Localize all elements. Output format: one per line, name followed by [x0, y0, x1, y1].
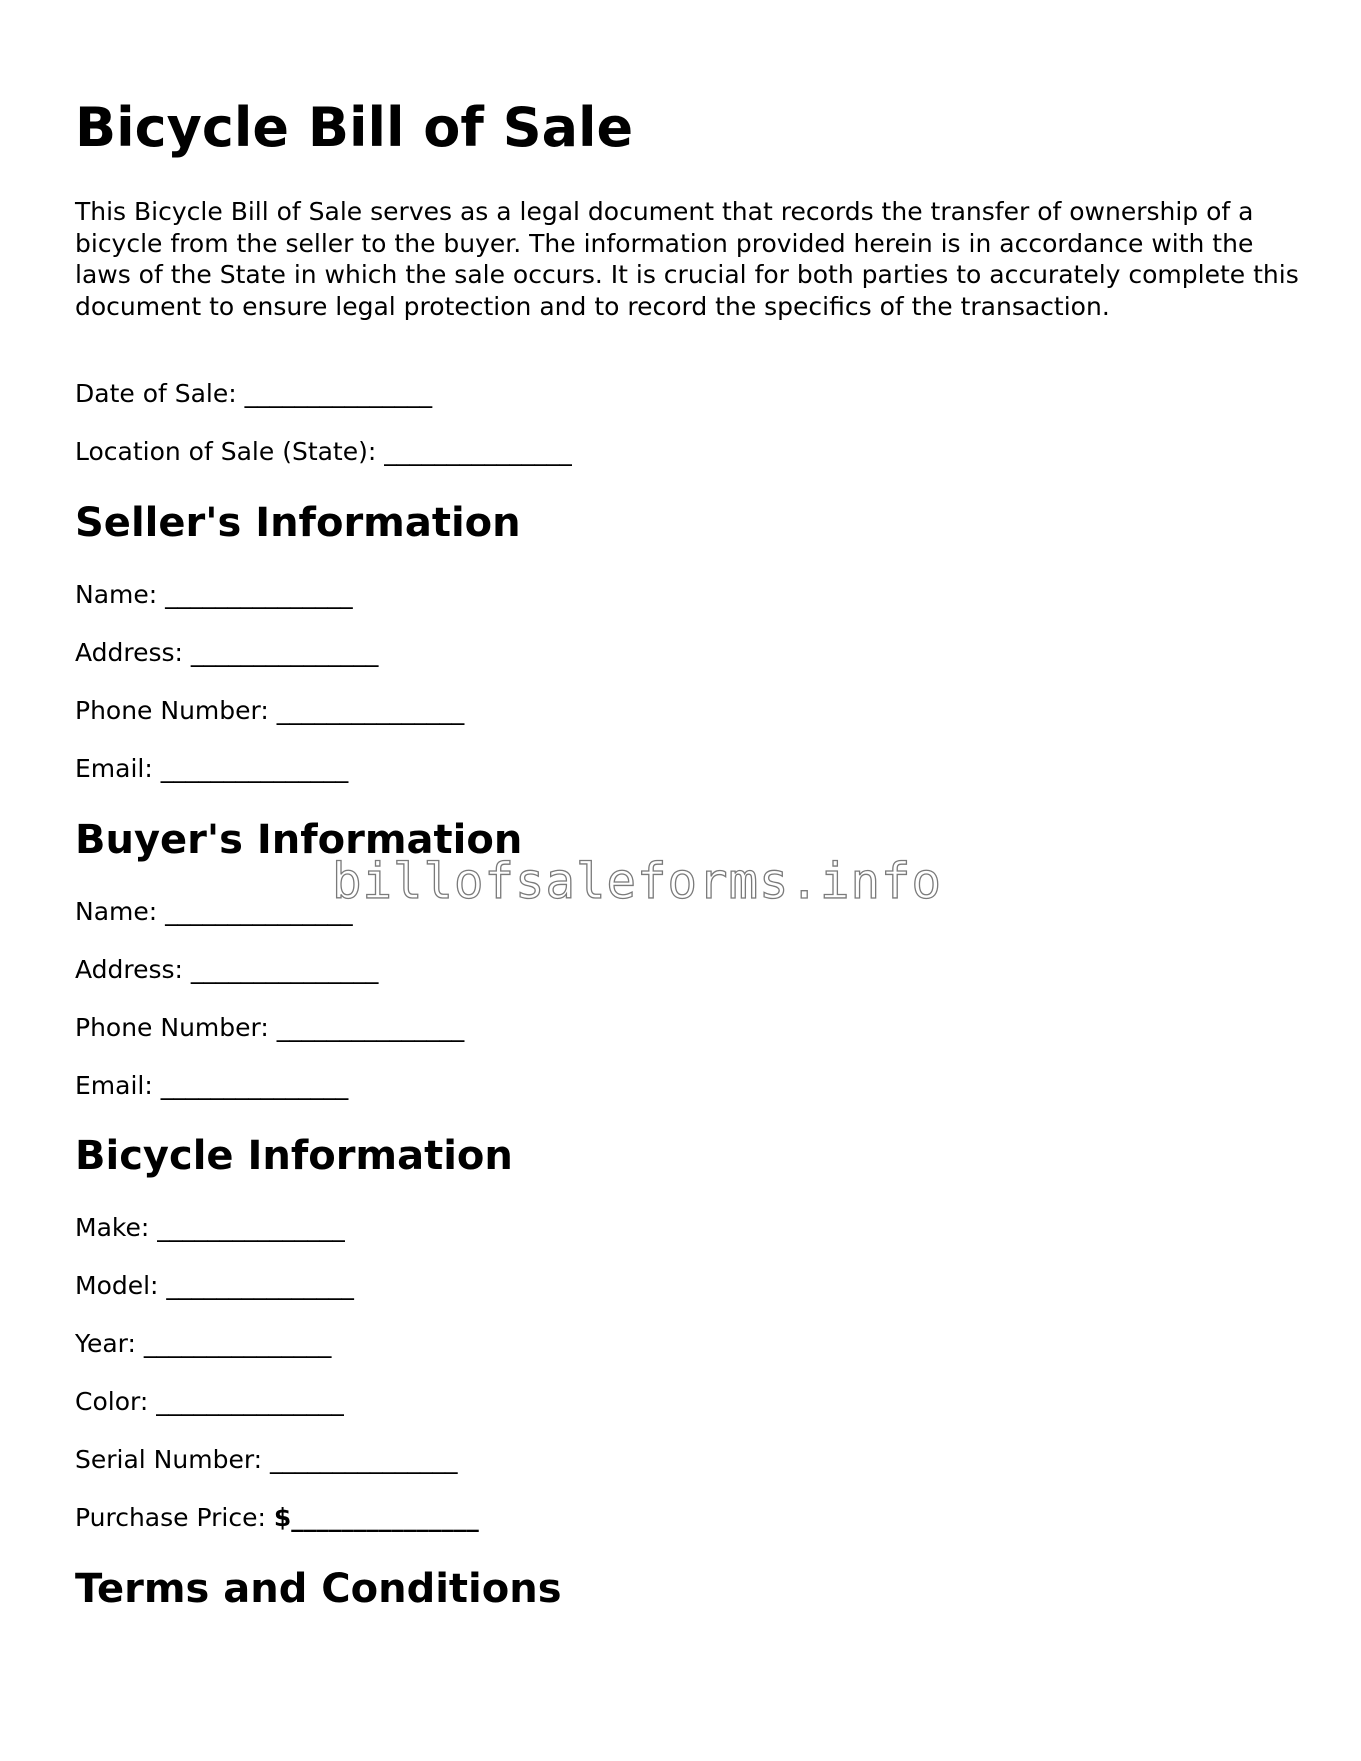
buyer-phone-field: Phone Number: _______________: [75, 1013, 465, 1042]
bicycle-serial-field: Serial Number: _______________: [75, 1445, 458, 1474]
purchase-price-field: [75, 1503, 479, 1533]
bicycle-model-field: Model: _______________: [75, 1271, 354, 1300]
seller-address-field: Address: _______________: [75, 638, 379, 667]
purchase-price-label: Purchase Price:: [75, 1503, 274, 1532]
purchase-price-value: $_______________: [273, 1503, 479, 1532]
seller-email-field: Email: _______________: [75, 754, 349, 783]
intro-paragraph: This Bicycle Bill of Sale serves as a legal document that records the transfer of ownership of a bicycle from the seller to the buyer. The information provided herein is in accordance with the laws of the State in which the sale occurs. It is crucial for both parties to accurately complete this document to ensure legal protection and to record the specifics of the transaction.: [75, 197, 1299, 321]
seller-section-heading: Seller's Information: [75, 500, 521, 546]
bicycle-section-heading: Bicycle Information: [75, 1133, 513, 1179]
bicycle-make-field: Make: _______________: [75, 1213, 345, 1242]
seller-name-field: Name: _______________: [75, 580, 353, 609]
location-of-sale-field: Location of Sale (State): _______________: [75, 437, 572, 466]
document-title: Bicycle Bill of Sale: [75, 96, 634, 159]
date-of-sale-field: Date of Sale: _______________: [75, 379, 433, 408]
buyer-section-heading: Buyer's Information: [75, 817, 523, 863]
terms-section-heading: Terms and Conditions: [75, 1566, 562, 1612]
watermark: billofsaleforms.info: [332, 853, 943, 910]
bicycle-color-field: Color: _______________: [75, 1387, 344, 1416]
bicycle-year-field: Year: _______________: [75, 1329, 332, 1358]
buyer-name-field: Name: _______________: [75, 897, 353, 926]
buyer-address-field: Address: _______________: [75, 955, 379, 984]
buyer-email-field: Email: _______________: [75, 1071, 349, 1100]
seller-phone-field: Phone Number: _______________: [75, 696, 465, 725]
